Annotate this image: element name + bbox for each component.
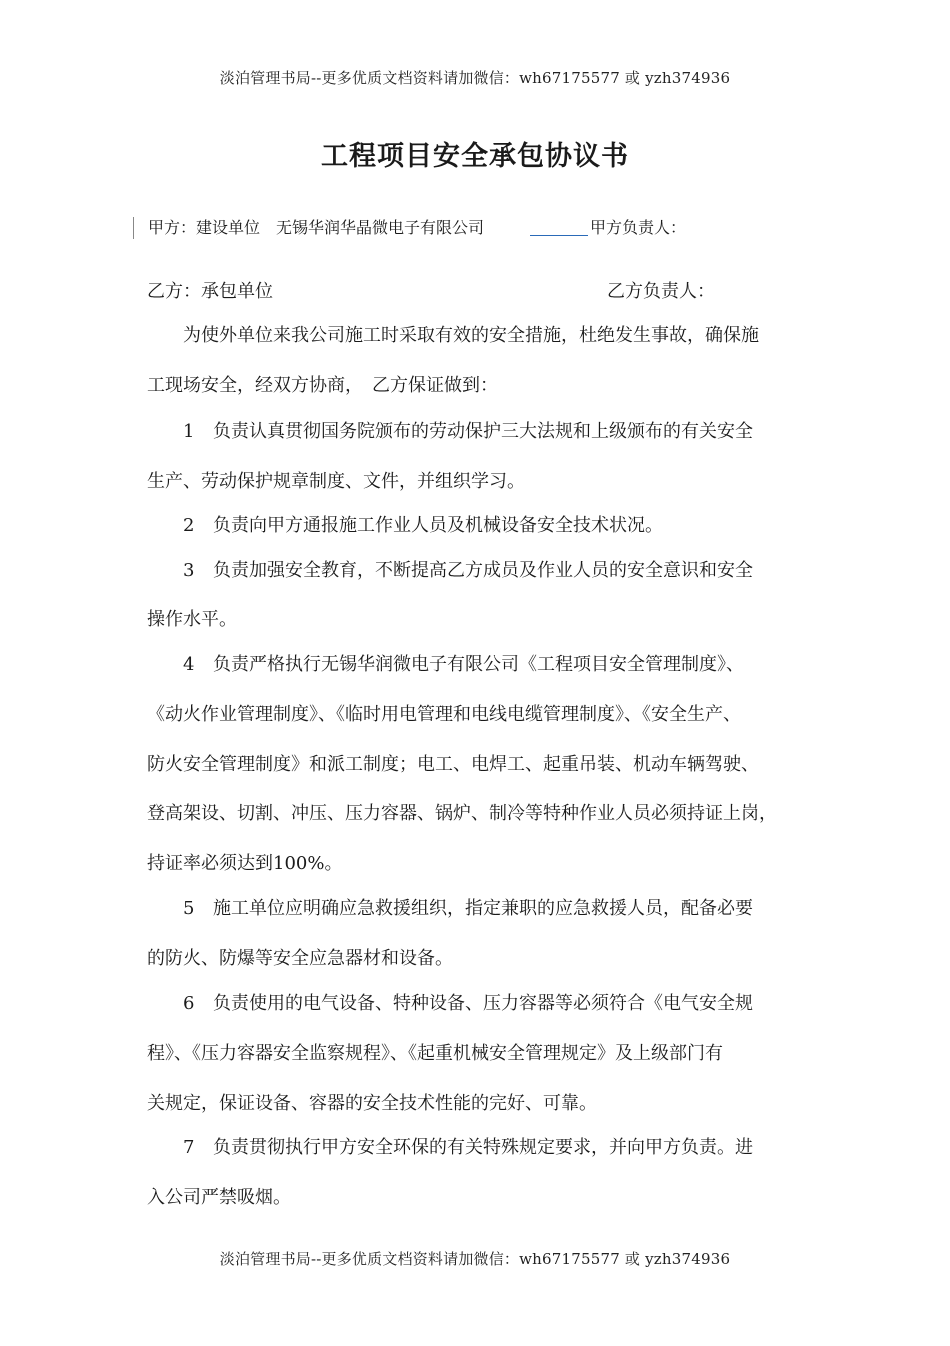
clause-7 [183, 1133, 753, 1159]
party-a-responsible: 甲方负责人： [590, 218, 687, 237]
clause-3-cont: 操作水平。 [147, 609, 237, 630]
footer-watermark: 淡泊管理书局--更多优质文档资料请加微信：wh67175577 或 yzh374936 [219, 1250, 731, 1268]
clause-number: 2 [183, 515, 195, 536]
clause-7-cont: 入公司严禁吸烟。 [147, 1187, 291, 1208]
party-a-line [133, 217, 848, 239]
clause-3 [183, 556, 753, 582]
clause-number: 5 [183, 898, 195, 919]
clause-4-cont-3: 登高架设、切割、冲压、压力容器、锅炉、制冷等特种作业人员必须持证上岗， [147, 803, 777, 824]
clause-1-cont: 生产、劳动保护规章制度、文件，并组织学习。 [147, 471, 525, 492]
header-watermark: 淡泊管理书局--更多优质文档资料请加微信：wh67175577 或 yzh374936 [219, 69, 731, 87]
clause-4-cont-2: 防火安全管理制度》和派工制度；电工、电焊工、起重吊装、机动车辆驾驶、 [147, 754, 759, 775]
party-b-responsible: 乙方负责人： [607, 281, 715, 302]
clause-text: 负责贯彻执行甲方安全环保的有关特殊规定要求，并向甲方负责。进 [213, 1137, 753, 1158]
clause-6-cont-1: 程》、《压力容器安全监察规程》、《起重机械安全管理规定》及上级部门有 [147, 1043, 723, 1064]
clause-number: 1 [183, 421, 195, 442]
document-title: 工程项目安全承包协议书 [321, 141, 629, 172]
clause-number: 6 [183, 993, 195, 1014]
clause-6-cont-2: 关规定，保证设备、容器的安全技术性能的完好、可靠。 [147, 1093, 597, 1114]
clause-4-cont-1: 《动火作业管理制度》、《临时用电管理和电线电缆管理制度》、《安全生产、 [147, 704, 741, 725]
intro-line-1: 为使外单位来我公司施工时采取有效的安全措施，杜绝发生事故，确保施 [183, 325, 759, 346]
clause-1 [183, 417, 753, 443]
clause-5-cont: 的防火、防爆等安全应急器材和设备。 [147, 948, 453, 969]
clause-4-cont-4: 持证率必须达到100%。 [147, 853, 343, 874]
clause-4 [183, 650, 744, 676]
clause-text: 施工单位应明确应急救援组织，指定兼职的应急救援人员，配备必要 [213, 898, 753, 919]
clause-text: 负责使用的电气设备、特种设备、压力容器等必须符合《电气安全规 [213, 993, 753, 1014]
party-b-label: 乙方：承包单位 [147, 281, 273, 302]
party-a-company: 无锡华润华晶微电子有限公司 [276, 218, 485, 237]
clause-text: 负责向甲方通报施工作业人员及机械设备安全技术状况。 [213, 515, 663, 536]
clause-text: 负责认真贯彻国务院颁布的劳动保护三大法规和上级颁布的有关安全 [213, 421, 753, 442]
clause-number: 7 [183, 1137, 195, 1158]
signature-blank [530, 221, 588, 236]
clause-number: 4 [183, 654, 195, 675]
clause-number: 3 [183, 560, 195, 581]
clause-text: 负责严格执行无锡华润微电子有限公司《工程项目安全管理制度》、 [213, 654, 744, 675]
clause-5 [183, 894, 753, 920]
party-a-label: 甲方：建设单位 [148, 218, 261, 237]
clause-6 [183, 989, 753, 1015]
clause-text: 负责加强安全教育，不断提高乙方成员及作业人员的安全意识和安全 [213, 560, 753, 581]
intro-line-2: 工现场安全，经双方协商， 乙方保证做到： [147, 375, 498, 396]
clause-2 [183, 511, 663, 537]
